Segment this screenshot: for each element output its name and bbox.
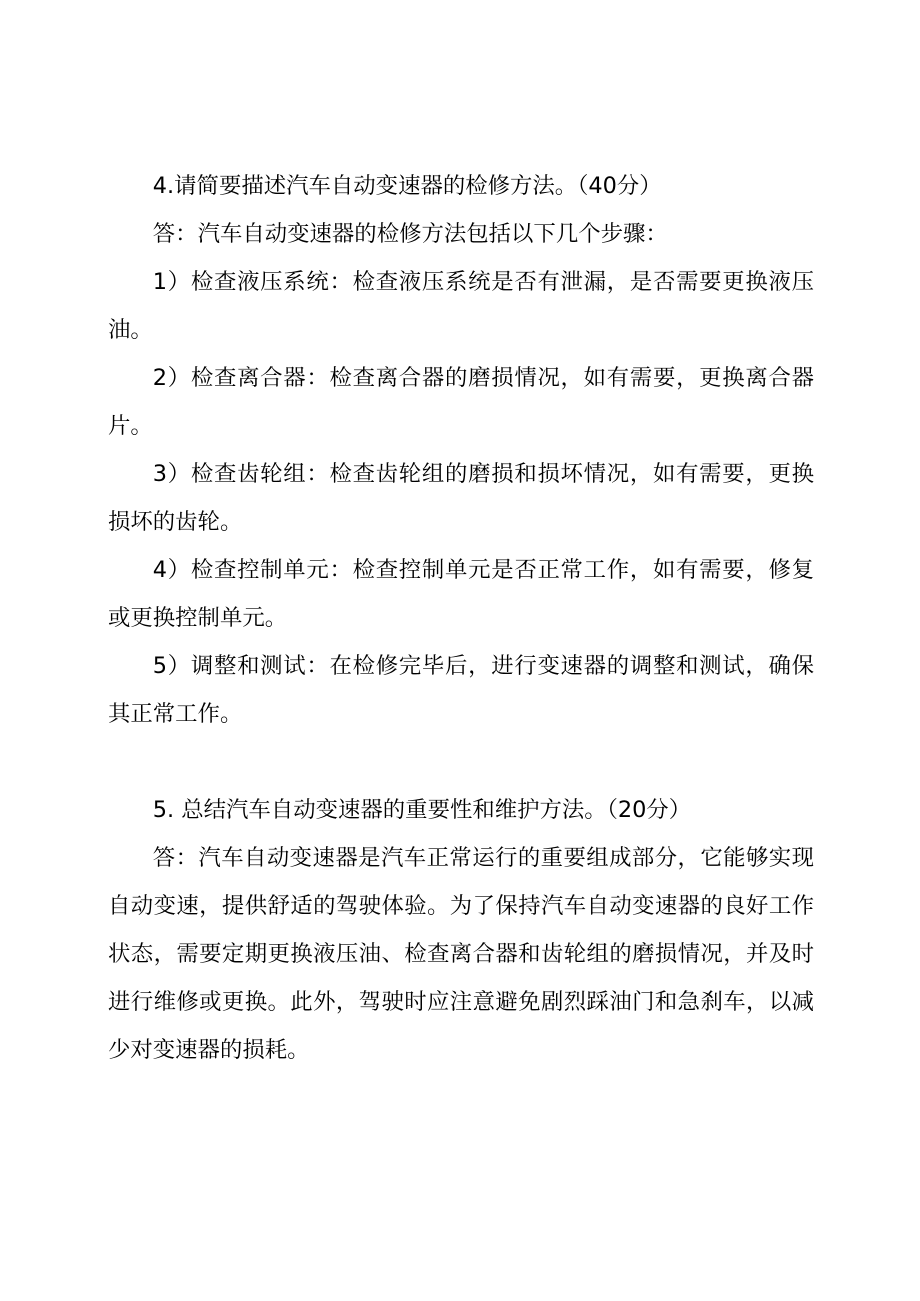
question-4-step-5: 5）调整和测试：在检修完毕后，进行变速器的调整和测试，确保其正常工作。 — [108, 653, 814, 727]
question-4-step-4: 4）检查控制单元：检查控制单元是否正常工作，如有需要，修复或更换控制单元。 — [108, 557, 814, 631]
question-4-title: 4.请简要描述汽车自动变速器的检修方法。（40分） — [152, 173, 662, 199]
question-5-title: 5. 总结汽车自动变速器的重要性和维护方法。（20分） — [152, 797, 692, 823]
section-spacer — [108, 738, 814, 786]
document-body — [108, 162, 814, 1074]
question-4-step-3: 3）检查齿轮组：检查齿轮组的磨损和损坏情况，如有需要，更换损坏的齿轮。 — [108, 461, 814, 535]
question-4-step-2: 2）检查离合器：检查离合器的磨损情况，如有需要，更换离合器片。 — [108, 365, 814, 439]
question-5-answer: 答：汽车自动变速器是汽车正常运行的重要组成部分，它能够实现自动变速，提供舒适的驾驶体验。为了保持汽车自动变速器的良好工作状态，需要定期更换液压油、检查离合器和齿轮组的磨损情况，并及时进行维修或更换。此外，驾驶时应注意避免剧烈踩油门和急刹车，以减少对变速器的损耗。 — [108, 845, 814, 1063]
question-4-answer-intro: 答：汽车自动变速器的检修方法包括以下几个步骤： — [152, 221, 668, 247]
question-4-step-1: 1）检查液压系统：检查液压系统是否有泄漏，是否需要更换液压油。 — [108, 269, 814, 343]
